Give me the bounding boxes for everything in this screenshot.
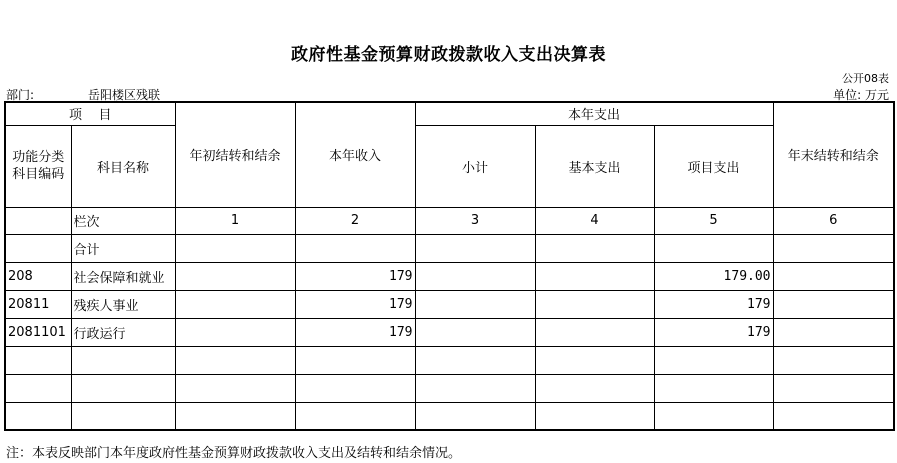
row-begin-balance <box>175 318 295 346</box>
row-begin-balance <box>175 290 295 318</box>
row-subject-name: 行政运行 <box>71 318 175 346</box>
table-row <box>5 290 894 318</box>
row-end-balance <box>773 290 894 318</box>
row-basic <box>535 290 654 318</box>
row-project <box>654 346 773 374</box>
total-cell <box>773 234 894 262</box>
row-subtotal <box>415 262 535 290</box>
row-subject-name: 残疾人事业 <box>71 290 175 318</box>
row-subject-name: 社会保障和就业 <box>71 262 175 290</box>
row-income <box>295 346 415 374</box>
header-basic: 基本支出 <box>535 125 654 207</box>
budget-table <box>4 101 895 431</box>
row-basic <box>535 262 654 290</box>
row-code: 2081101 <box>5 318 71 346</box>
total-cell <box>175 234 295 262</box>
row-project: 179 <box>654 290 773 318</box>
row-subject-name <box>71 402 175 430</box>
row-end-balance <box>773 402 894 430</box>
row-end-balance <box>773 262 894 290</box>
row-begin-balance <box>175 402 295 430</box>
header-end-balance: 年末结转和结余 <box>773 102 894 207</box>
row-end-balance <box>773 374 894 402</box>
department-name: 岳阳楼区残联 <box>88 88 161 102</box>
header-income: 本年收入 <box>295 102 415 207</box>
row-subtotal <box>415 290 535 318</box>
row-basic <box>535 346 654 374</box>
row-subject-name <box>71 374 175 402</box>
row-begin-balance <box>175 374 295 402</box>
row-income: 179 <box>295 318 415 346</box>
department-label: 部门: <box>6 88 35 102</box>
row-subtotal <box>415 318 535 346</box>
header-subject-name: 科目名称 <box>71 125 175 207</box>
total-cell <box>415 234 535 262</box>
row-basic <box>535 318 654 346</box>
row-project <box>654 402 773 430</box>
table-row <box>5 374 894 402</box>
row-income <box>295 402 415 430</box>
row-basic <box>535 402 654 430</box>
row-subject-name <box>71 346 175 374</box>
row-code: 20811 <box>5 290 71 318</box>
row-basic <box>535 374 654 402</box>
column-num: 1 <box>175 207 295 234</box>
total-row-label: 合计 <box>71 234 175 262</box>
header-subtotal: 小计 <box>415 125 535 207</box>
row-income: 179 <box>295 290 415 318</box>
form-number: 公开08表 <box>842 72 889 85</box>
row-begin-balance <box>175 262 295 290</box>
column-row-blank <box>5 207 71 234</box>
header-project: 项目支出 <box>654 125 773 207</box>
row-project: 179.00 <box>654 262 773 290</box>
row-end-balance <box>773 346 894 374</box>
row-end-balance <box>773 318 894 346</box>
row-income <box>295 374 415 402</box>
header-item: 项 目 <box>5 102 175 125</box>
row-project <box>654 374 773 402</box>
page-title: 政府性基金预算财政拨款收入支出决算表 <box>291 45 606 65</box>
table-row <box>5 318 894 346</box>
row-code <box>5 374 71 402</box>
row-project: 179 <box>654 318 773 346</box>
row-code <box>5 402 71 430</box>
column-num: 5 <box>654 207 773 234</box>
column-num: 4 <box>535 207 654 234</box>
table-row <box>5 262 894 290</box>
row-subtotal <box>415 402 535 430</box>
header-expense: 本年支出 <box>415 102 773 125</box>
total-cell <box>535 234 654 262</box>
header-func-code: 功能分类科目编码 <box>5 125 71 207</box>
total-cell <box>295 234 415 262</box>
column-num: 2 <box>295 207 415 234</box>
row-code <box>5 346 71 374</box>
row-subtotal <box>415 374 535 402</box>
table-row <box>5 402 894 430</box>
table-row <box>5 346 894 374</box>
row-begin-balance <box>175 346 295 374</box>
header-begin-balance: 年初结转和结余 <box>175 102 295 207</box>
footnote: 注：本表反映部门本年度政府性基金预算财政拨款收入支出及结转和结余情况。 <box>6 446 462 461</box>
row-income: 179 <box>295 262 415 290</box>
row-subtotal <box>415 346 535 374</box>
unit-label: 单位: 万元 <box>833 88 889 102</box>
column-num: 3 <box>415 207 535 234</box>
column-row-label: 栏次 <box>71 207 175 234</box>
total-row-blank <box>5 234 71 262</box>
row-code: 208 <box>5 262 71 290</box>
total-cell <box>654 234 773 262</box>
column-num: 6 <box>773 207 894 234</box>
